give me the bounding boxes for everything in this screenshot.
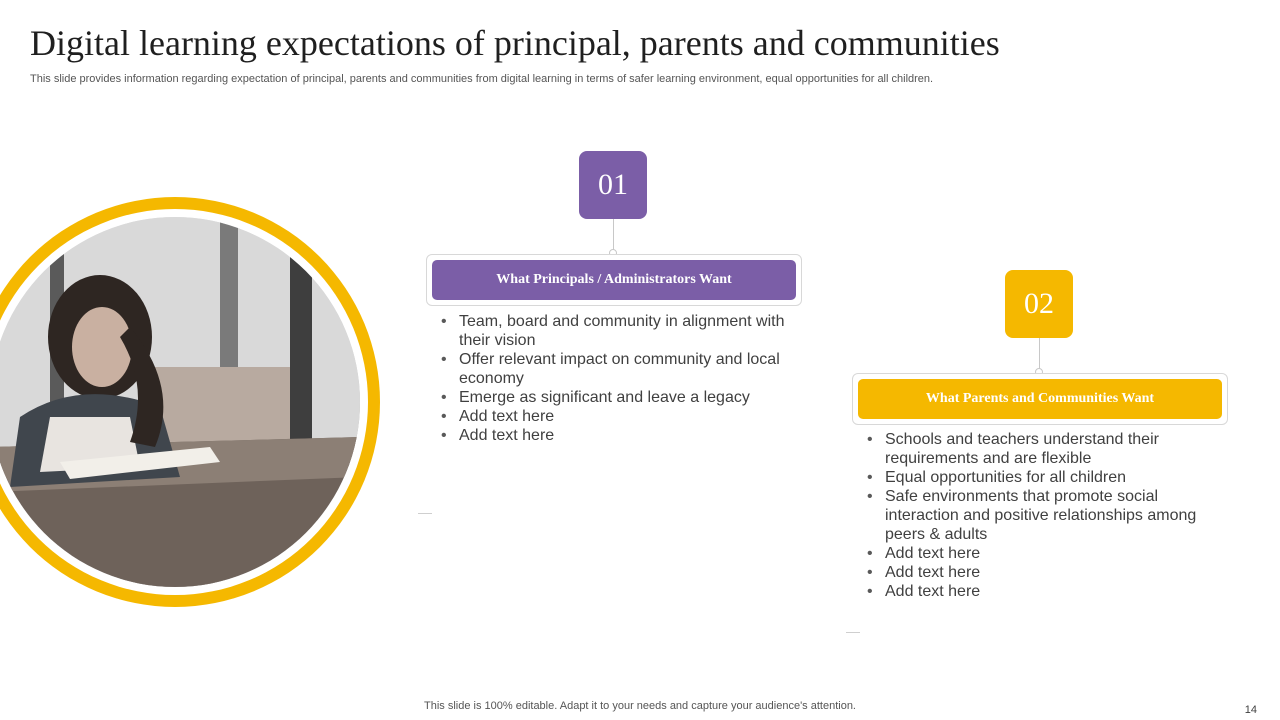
- slide-footer: This slide is 100% editable. Adapt it to your needs and capture your audience's attention.: [424, 700, 856, 712]
- list-item: • Add text here: [865, 563, 1205, 582]
- photo-ring: [0, 197, 380, 607]
- section-1-connector: [613, 219, 614, 251]
- student-writing-photo: [0, 217, 360, 587]
- section-1-number-badge: 01: [579, 151, 647, 219]
- photo-gap: [0, 209, 368, 595]
- slide-title: Digital learning expectations of principal, parents and communities: [30, 23, 1000, 63]
- list-item: • Safe environments that promote social interaction and positive relationships among peers & adults: [865, 487, 1205, 544]
- list-item: • Add text here: [439, 407, 799, 426]
- slide-subtitle: This slide provides information regarding expectation of principal, parents and communities from digital learning in terms of safer learning environment, equal opportunities for all children.: [30, 73, 934, 85]
- section-1-list: [439, 312, 799, 445]
- section-2-list: [865, 430, 1205, 601]
- section-1-heading: What Principals / Administrators Want: [432, 260, 796, 300]
- list-item: • Schools and teachers understand their requirements and are flexible: [865, 430, 1205, 468]
- section-2-heading: What Parents and Communities Want: [858, 379, 1222, 419]
- divider-mark: [846, 632, 860, 633]
- section-2-number-badge: 02: [1005, 270, 1073, 338]
- section-1-header-frame: [426, 254, 802, 306]
- list-item: • Add text here: [865, 544, 1205, 563]
- list-item: • Emerge as significant and leave a legacy: [439, 388, 799, 407]
- list-item: • Add text here: [865, 582, 1205, 601]
- list-item: • Offer relevant impact on community and local economy: [439, 350, 799, 388]
- list-item: • Equal opportunities for all children: [865, 468, 1205, 487]
- section-2-header-frame: [852, 373, 1228, 425]
- list-item: • Add text here: [439, 426, 799, 445]
- list-item: • Team, board and community in alignment with their vision: [439, 312, 799, 350]
- page-number: 14: [1244, 704, 1257, 716]
- divider-mark: [418, 513, 432, 514]
- section-2-connector: [1039, 338, 1040, 370]
